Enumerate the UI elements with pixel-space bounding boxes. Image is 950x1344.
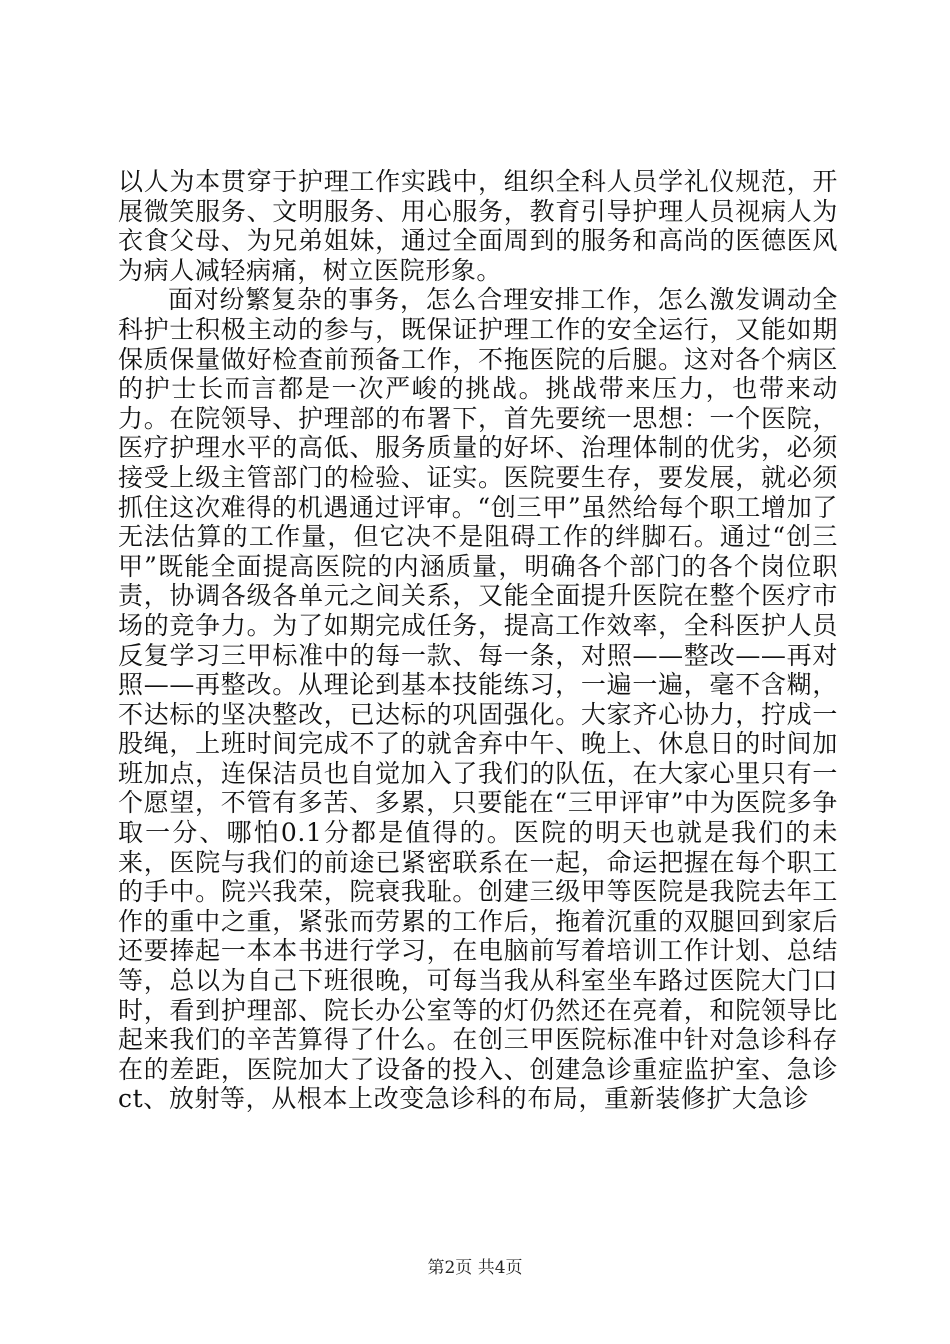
document-body — [118, 167, 838, 1114]
paragraph-2: 面对纷繁复杂的事务，怎么合理安排工作，怎么激发调动全科护士积极主动的参与，既保证护理工作的安全运行，又能如期保质保量做好检查前预备工作，不拖医院的后腿。这对各个病区的护士长而言都是一次严峻的挑战。挑战带来压力，也带来动力。在院领导、护理部的布署下，首先要统一思想：一个医院，医疗护理水平的高低、服务质量的好坏、治理体制的优劣，必须接受上级主管部门的检验、证实。医院要生存，要发展，就必须抓住这次难得的机遇通过评审。“创三甲”虽然给每个职工增加了无法估算的工作量，但它决不是阻碍工作的绊脚石。通过“创三甲”既能全面提高医院的内涵质量，明确各个部门的各个岗位职责，协调各级各单元之间关系，又能全面提升医院在整个医疗市场的竞争力。为了如期完成任务，提高工作效率，全科医护人员反复学习三甲标准中的每一款、每一条，对照——整改——再对照——再整改。从理论到基本技能练习，一遍一遍，毫不含糊，不达标的坚决整改，已达标的巩固强化。大家齐心协力，拧成一股绳，上班时间完成不了的就舍弃中午、晚上、休息日的时间加班加点，连保洁员也自觉加入了我们的队伍，在大家心里只有一个愿望，不管有多苦、多累，只要能在“三甲评审”中为医院多争取一分、哪怕0.1分都是值得的。医院的明天也就是我们的未来，医院与我们的前途已紧密联系在一起，命运把握在每个职工的手中。院兴我荣，院衰我耻。创建三级甲等医院是我院去年工作的重中之重，紧张而劳累的工作后，拖着沉重的双腿回到家后还要捧起一本本书进行学习，在电脑前写着培训工作计划、总结等，总以为自己下班很晚，可每当我从科室坐车路过医院大门口时，看到护理部、院长办公室等的灯仍然还在亮着，和院领导比起来我们的辛苦算得了什么。在创三甲医院标准中针对急诊科存在的差距，医院加大了设备的投入、创建急诊重症监护室、急诊ct、放射等，从根本上改变急诊科的布局，重新装修扩大急诊 — [118, 285, 838, 1114]
paragraph-1: 以人为本贯穿于护理工作实践中，组织全科人员学礼仪规范，开展微笑服务、文明服务、用心服务，教育引导护理人员视病人为衣食父母、为兄弟姐妹，通过全面周到的服务和高尚的医德医风为病人减轻病痛，树立医院形象。 — [118, 167, 838, 285]
page-footer: 第2页 共4页 — [427, 1258, 523, 1278]
